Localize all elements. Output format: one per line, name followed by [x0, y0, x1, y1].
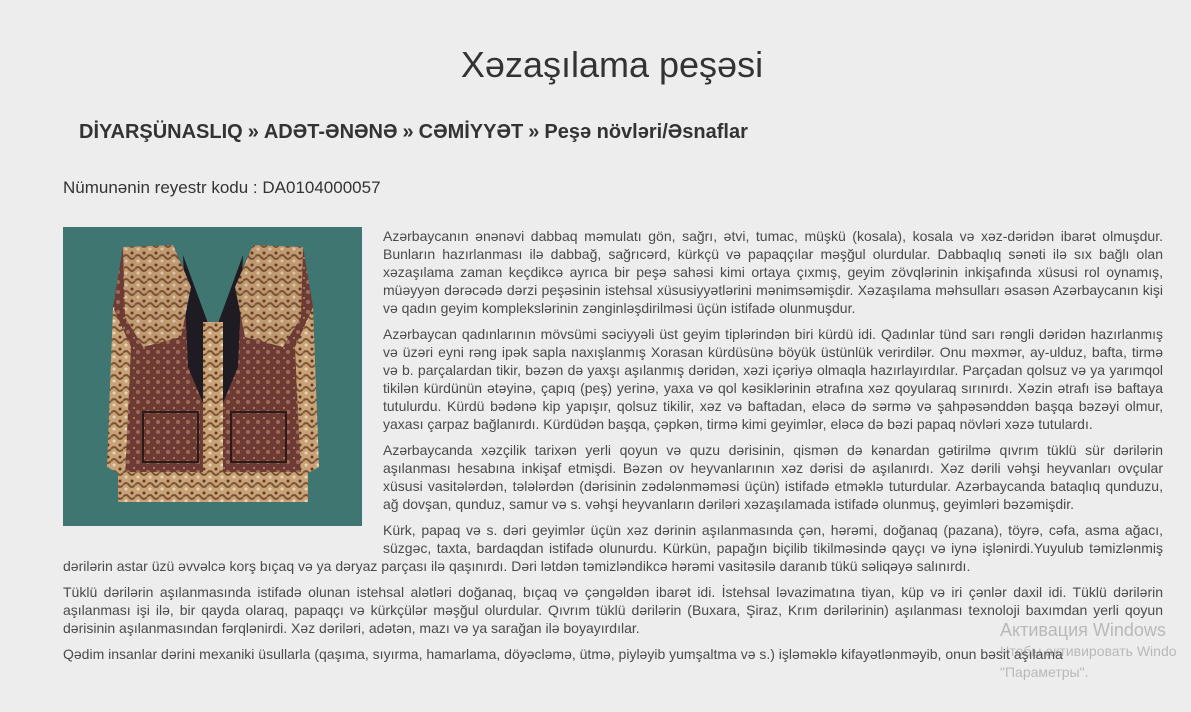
activation-watermark-settings: "Параметры". [1000, 664, 1089, 680]
article-paragraph: Azərbaycanın ənənəvi dabbaq məmulatı gön, sağrı, ətvi, tumac, müşkü (kosala), kosala və xəz-dəridən ibarət olmuşdur. Bunların hazırlanması ilə dabbağ, sağrıcərd, kürkçü və papaqçılar məşğul olurdular. Dabbaqlıq sənəti ilə sıx bağlı olan xəzaşılama zaman keçdikcə ayrıca bir peşə sahəsi kimi ortaya çıxmış, geyim zövqlərinin inkişafında xüsusi rol oynamış, müəyyən dərəcədə dərzi peşəsinin istehsal xüsusiyyətlərini mənimsəmişdir. Xəzaşılama məhsulları əsasən Azərbaycanın kişi və qadın geyim komplekslərinin zənginləşdirilməsi üçün istifadə olunmuşdur. [383, 228, 1163, 316]
page-title: Xəzaşılama peşəsi [460, 44, 764, 85]
image-spacer [63, 227, 383, 555]
breadcrumb-item-cemiyyet[interactable]: CƏMİYYƏT [418, 121, 524, 143]
article-paragraph: Azərbaycan qadınlarının mövsümi səciyyəli üst geyim tiplərindən biri kürdü idi. Qadınlar tünd sarı rəngli dəridən hazırlanmış və üzəri eyni rəng ipək sapla naxışlanmış Xorasan kürdüsünə böyük üstünlük verirdilər. Onu məxmər, ay-ulduz, bafta, tirmə və b. parçalardan tikir, bəzən də yaxşı aşılanmış dəridən, xəzi içəriyə olmaqla hazırlayırdılar. Parçadan qolsuz və ya yarımqol tikilən kürdünün ətəyinə, çapıq (peş) yerinə, yaxa və qol kəsiklərinin ətrafına xəz qoyularaq sırınırdı. Xəzin ətrafı isə baftaya tutulurdu. Kürdü bədənə kip yapışır, qolsuz tikilir, xəz və baftadan, eləcə də sərmə və şahpəsənddən başqa bəzəyi olmur, yaxası çarpaz bağlanırdı. Kürdüdən başqa, çəpkən, tirmə kimi geyimlər, eləcə də bəzi papaq növləri xəzə tutulardı. [383, 326, 1163, 432]
breadcrumb-item-adet-enene[interactable]: ADƏT-ƏNƏNƏ [263, 121, 398, 143]
breadcrumb [79, 121, 748, 144]
article-body [63, 227, 1163, 671]
article-paragraph: Tüklü dərilərin aşılanmasında istifadə olunan istehsal alətləri doğanaq, bıçaq və çəngəldən ibarət idi. İstehsal ləvazimatına tiyan, küp və iri çənlər daxil idi. Tüklü dərilərin aşılanması işi ilə, bir qayda olaraq, papaqçı və kürkçülər məşğul olurdular. Qıvrım tüklü dərilərin (Buxara, Şiraz, Krım dərilərinin) aşılanması texnoloji baxımdan yerli qoyun dərisinin aşılanmasından fərqlənirdi. Xəz dəriləri, adətən, mazı və ya sarağan ilə boyayırdılar. [63, 584, 1163, 636]
activation-watermark-title: Активация Windows [1000, 620, 1166, 640]
article-paragraph: Azərbaycanda xəzçilik tarixən yerli qoyun və quzu dərisinin, qismən də kənardan gətirilmə qıvrım tüklü sür dərilərin aşılanması hesabına inkişaf etmişdi. Bəzən ov heyvanlarının xəz dərisi də aşılanırdı. Xəz dərili vəhşi heyvanları ovçular xüsusi vasitələrdən, tələlərdən (dərisinin zədələnməməsi üçün) istifadə etməklə tuturdular. Azərbaycanda bataqlıq qunduzu, ağ dovşan, qunduz, samur və s. vəhşi heyvanların dəriləri xəzaşılamada istifadə olunmuş, geyimləri bəzəmişdir. [383, 442, 1163, 512]
activation-watermark-text: Чтобы активировать Windo [1000, 643, 1177, 659]
breadcrumb-separator: » [528, 121, 540, 143]
breadcrumb-item-pese-novleri[interactable]: Peşə növləri/Əsnaflar [544, 121, 748, 143]
breadcrumb-separator: » [402, 121, 414, 143]
breadcrumb-separator: » [247, 121, 259, 143]
breadcrumb-item-diyarsunasliq[interactable]: DİYARŞÜNASLIQ [79, 121, 243, 143]
article-paragraph: Qədim insanlar dərini mexaniki üsullarla (qaşıma, sıyırma, hamarlama, döyəcləmə, ütmə, piyləyib yumşaltma və s.) işləməklə kifayətlənməyib, onun bəsit aşılama [63, 646, 1063, 662]
article-paragraph: Kürk, papaq və s. dəri geyimlər üçün xəz dərinin aşılanmasında çən, hərəmi, doğanaq (pazana), töyrə, cəfa, asma ağacı, süzgəc, taxta, bardaqdan istifadə olunurdu. Kürkün, papağın biçilib tikilməsində qayçı və iynə işlənirdi.Yuyulub təmizlənmiş dərilərin astar üzü əvvəlcə korş bıçaq və ya dəryaz parçası ilə qaşınırdı. Dəri lətdən təmizləndikcə hərəmi vasitəsilə daranıb tükü səliqəyə salınırdı. [63, 522, 1163, 574]
registry-code: Nümunənin reyestr kodu : DA0104000057 [63, 178, 381, 197]
